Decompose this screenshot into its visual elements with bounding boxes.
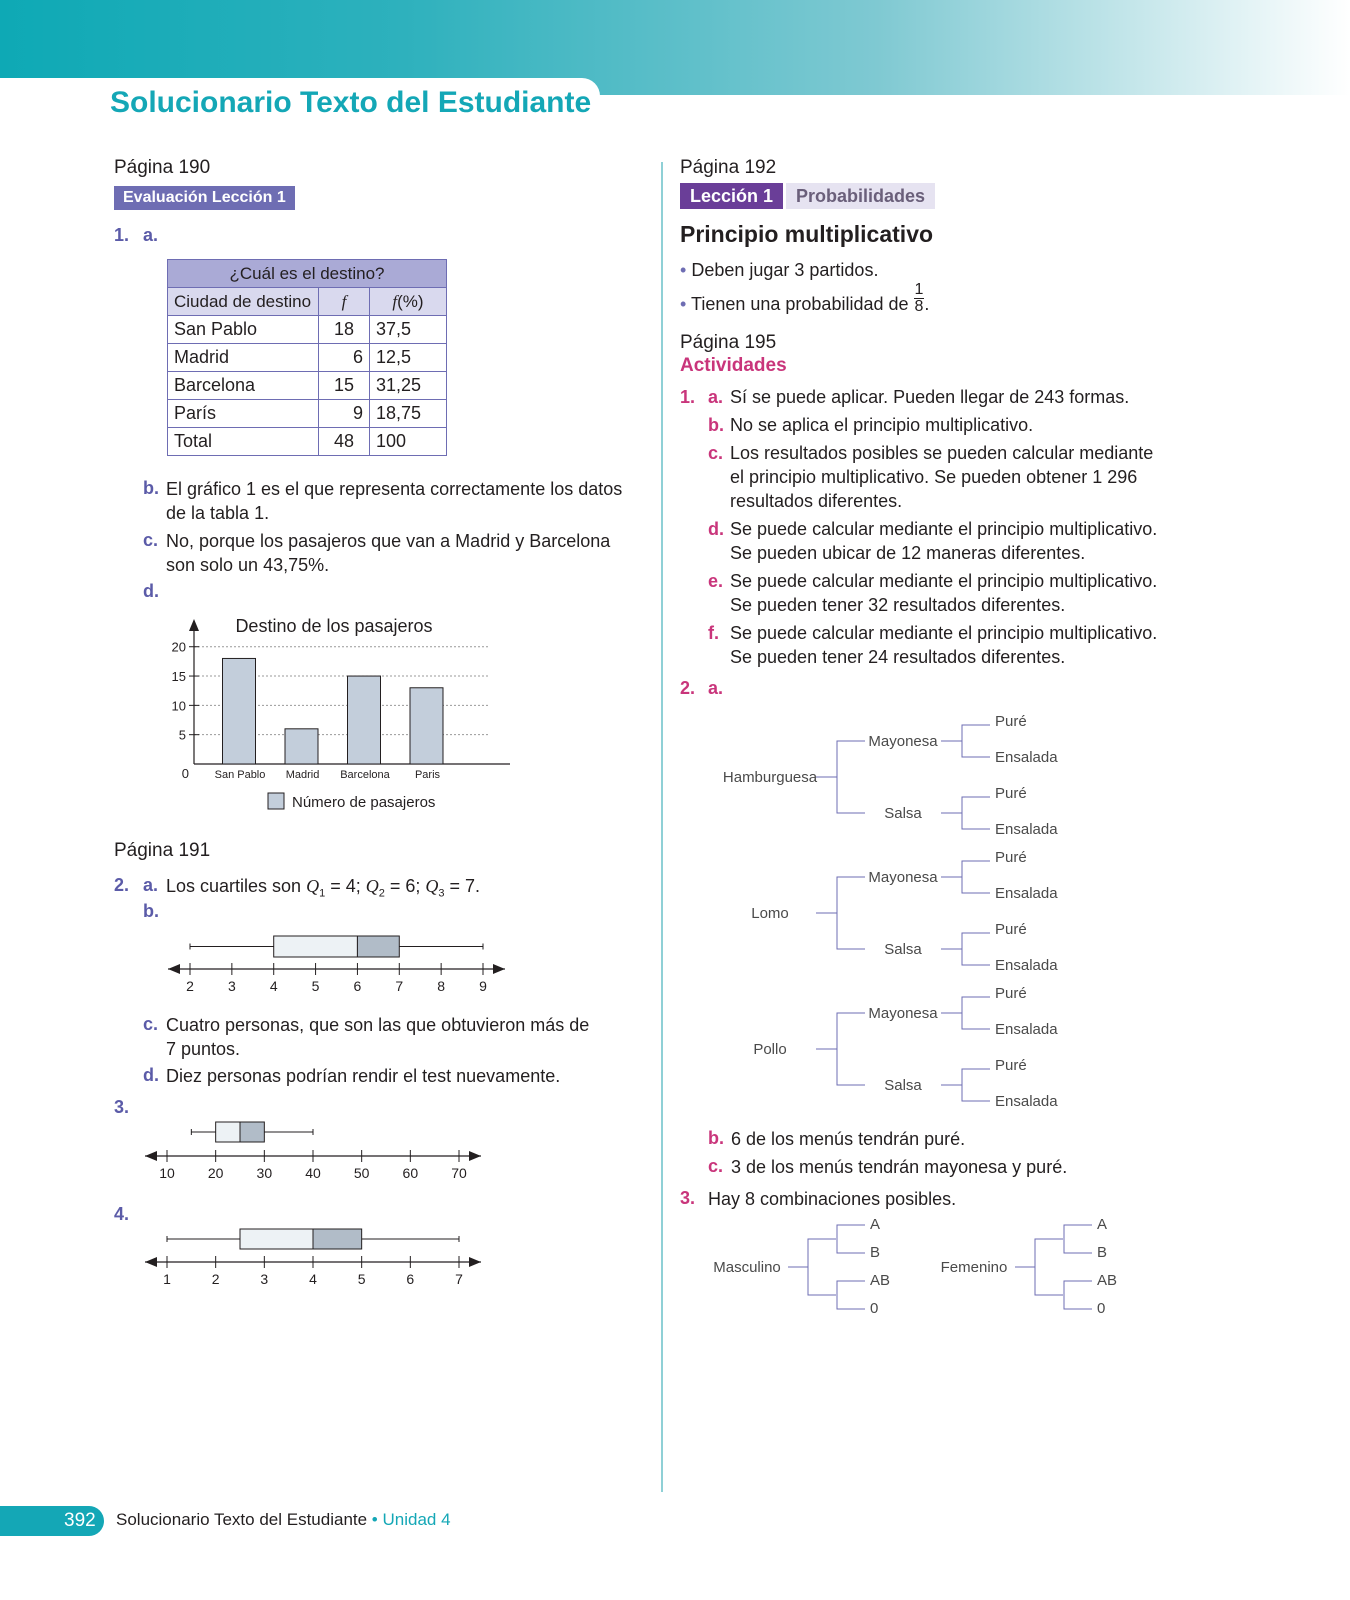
branch bbox=[962, 933, 990, 965]
table-cell: 15 bbox=[319, 372, 370, 400]
tick-label: 4 bbox=[269, 978, 278, 994]
page-195-label: Página 195 bbox=[680, 332, 777, 353]
q2-item-c-text-2: 7 puntos. bbox=[166, 1039, 241, 1059]
tree-mid-label: Mayonesa bbox=[868, 1005, 938, 1022]
page-191-label: Página 191 bbox=[114, 840, 211, 861]
x-tick-label: Barcelona bbox=[340, 769, 390, 781]
blood-type-tree-diagram bbox=[700, 1210, 1160, 1330]
arrow-left bbox=[145, 1151, 157, 1161]
question-1-number: 1. bbox=[114, 225, 130, 245]
branch bbox=[1035, 1239, 1063, 1295]
q2-item-b-label: b. bbox=[143, 901, 159, 921]
table-cell: San Pablo bbox=[168, 316, 319, 344]
tree-leaf-label: Ensalada bbox=[995, 821, 1058, 838]
tree-root-label: Hamburguesa bbox=[722, 769, 818, 786]
footer-page-badge bbox=[0, 1506, 104, 1536]
branch bbox=[962, 1069, 990, 1101]
branch bbox=[837, 741, 865, 813]
table-title: ¿Cuál es el destino? bbox=[168, 260, 447, 288]
q2-item-a-label: a. bbox=[143, 875, 159, 895]
table-cell: 18 bbox=[319, 316, 370, 344]
arrow-right bbox=[469, 1151, 481, 1161]
y-axis-arrow bbox=[189, 619, 199, 631]
answer-line: Se pueden tener 32 resultados diferentes. bbox=[730, 595, 1066, 615]
tick-label: 6 bbox=[353, 978, 362, 994]
r-q2-item-a-label: a. bbox=[708, 678, 724, 698]
tick-label: 60 bbox=[402, 1165, 419, 1181]
r-question-3-number: 3. bbox=[680, 1188, 696, 1208]
answer-item bbox=[708, 441, 1168, 513]
answer-item bbox=[708, 569, 1168, 617]
tree-mid-label: Mayonesa bbox=[868, 733, 938, 750]
x-tick-label: Paris bbox=[414, 769, 441, 781]
answer-line: Los resultados posibles se pueden calcular mediante bbox=[730, 443, 1154, 463]
branch bbox=[837, 1281, 865, 1309]
branch bbox=[837, 1013, 865, 1085]
branch bbox=[962, 725, 990, 757]
y-tick-label: 20 bbox=[171, 639, 186, 655]
table-cell: 31,25 bbox=[370, 372, 447, 400]
q2-item-d-label: d. bbox=[143, 1065, 159, 1085]
answer-item bbox=[708, 413, 1168, 437]
boxplot-q3 bbox=[135, 1115, 505, 1185]
answer-label: b. bbox=[708, 415, 724, 435]
answer-label: f. bbox=[708, 623, 719, 643]
table-cell: Madrid bbox=[168, 344, 319, 372]
box-lower bbox=[274, 936, 358, 957]
r-q2-item-c-label: c. bbox=[708, 1156, 724, 1176]
fraction: $\frac{1}{8}$ bbox=[914, 280, 924, 315]
arrow-right bbox=[493, 964, 505, 974]
page-title: Solucionario Texto del Estudiante bbox=[110, 86, 592, 119]
tree-mid-label: Mayonesa bbox=[868, 869, 938, 886]
tree-leaf-label: Puré bbox=[995, 713, 1027, 730]
tick-label: 3 bbox=[227, 978, 236, 994]
answer-line: Se pueden ubicar de 12 maneras diferentes. bbox=[730, 543, 1086, 563]
table-cell: Barcelona bbox=[168, 372, 319, 400]
bullet-2: • Tienen una probabilidad de $\frac{1}{8}$ . bbox=[680, 280, 930, 315]
answer-line: el principio multiplicativo. Se pueden obtener 1 296 bbox=[730, 467, 1138, 487]
answer-label: a. bbox=[708, 387, 724, 407]
tree-root-label: Masculino bbox=[713, 1259, 781, 1276]
answer-line: Sí se puede aplicar. Pueden llegar de 243 formas. bbox=[730, 387, 1130, 407]
footer-unit: Unidad 4 bbox=[382, 1510, 451, 1529]
table-cell: 18,75 bbox=[370, 400, 447, 428]
tree-leaf-label: Ensalada bbox=[995, 1093, 1058, 1110]
answer-list bbox=[708, 385, 1168, 673]
table-cell: París bbox=[168, 400, 319, 428]
table-row bbox=[168, 372, 447, 400]
answer-line: Se puede calcular mediante el principio multiplicativo. bbox=[730, 623, 1158, 643]
branch bbox=[962, 797, 990, 829]
tree-leaf-label: A bbox=[1097, 1216, 1108, 1233]
r-question-3-text: Hay 8 combinaciones posibles. bbox=[708, 1189, 957, 1209]
branch bbox=[1064, 1281, 1092, 1309]
table-header-city: Ciudad de destino bbox=[168, 288, 319, 316]
bar bbox=[348, 676, 381, 764]
tick-label: 10 bbox=[159, 1165, 175, 1181]
box-upper bbox=[313, 1229, 362, 1249]
answer-line: Se pueden tener 24 resultados diferentes. bbox=[730, 647, 1066, 667]
branch bbox=[837, 877, 865, 949]
branch bbox=[808, 1239, 836, 1295]
tick-label: 4 bbox=[309, 1271, 317, 1287]
boxplot-q2 bbox=[160, 928, 520, 998]
tree-mid-label: Salsa bbox=[884, 805, 922, 822]
tree-leaf-label: 0 bbox=[1097, 1300, 1106, 1317]
tick-label: 2 bbox=[186, 978, 194, 994]
tree-leaf-label: Ensalada bbox=[995, 749, 1058, 766]
page-190-label: Página 190 bbox=[114, 157, 211, 178]
answer-label: c. bbox=[708, 443, 724, 463]
table-cell: 12,5 bbox=[370, 344, 447, 372]
question-2-number: 2. bbox=[114, 875, 130, 895]
tick-label: 8 bbox=[437, 978, 446, 994]
bullet-dot: • bbox=[680, 260, 687, 280]
answer-line: Se puede calcular mediante el principio multiplicativo. bbox=[730, 519, 1158, 539]
lesson-badge bbox=[680, 186, 935, 207]
table-header-f: f bbox=[319, 288, 370, 316]
tick-label: 7 bbox=[395, 978, 404, 994]
answer-item bbox=[708, 517, 1168, 565]
legend-label: Número de pasajeros bbox=[292, 794, 436, 811]
answer-item bbox=[708, 621, 1168, 669]
arrow-left bbox=[145, 1257, 157, 1267]
table-cell: 37,5 bbox=[370, 316, 447, 344]
branch bbox=[962, 997, 990, 1029]
answer-line: No se aplica el principio multiplicativo. bbox=[730, 415, 1034, 435]
chart-title: Destino de los pasajeros bbox=[235, 616, 433, 636]
page-number: 392 bbox=[64, 1510, 96, 1531]
bar bbox=[223, 658, 256, 764]
r-q2-item-c-text: 3 de los menús tendrán mayonesa y puré. bbox=[731, 1157, 1068, 1177]
r-q2-item-b-text: 6 de los menús tendrán puré. bbox=[731, 1129, 966, 1149]
item-c-label: c. bbox=[143, 530, 159, 550]
tick-label: 30 bbox=[256, 1165, 273, 1181]
tree-leaf-label: A bbox=[870, 1216, 881, 1233]
menu-tree-diagram bbox=[700, 700, 1120, 1120]
lesson-number: Lección 1 bbox=[680, 183, 783, 209]
box-lower bbox=[216, 1122, 240, 1142]
tick-label: 70 bbox=[451, 1165, 467, 1181]
tree-leaf-label: B bbox=[870, 1244, 881, 1261]
tree-leaf-label: Puré bbox=[995, 849, 1027, 866]
activities-heading: Actividades bbox=[680, 355, 787, 376]
tick-label: 7 bbox=[455, 1271, 463, 1287]
y-tick-label: 15 bbox=[171, 669, 186, 685]
q2-item-a-text: Los cuartiles son $Q_1 = 4$; $Q_2 = 6$; $Q_3 = 7$. bbox=[166, 876, 481, 900]
x-tick-label: Madrid bbox=[285, 769, 320, 781]
r-question-1-number: 1. bbox=[680, 387, 696, 407]
branch bbox=[1064, 1225, 1092, 1253]
item-d-label: d. bbox=[143, 581, 159, 601]
tree-leaf-label: 0 bbox=[870, 1300, 879, 1317]
answer-label: d. bbox=[708, 519, 724, 539]
tick-label: 20 bbox=[207, 1165, 224, 1181]
distribution-table bbox=[167, 259, 447, 456]
tree-leaf-label: AB bbox=[1097, 1272, 1118, 1289]
arrow-left bbox=[168, 964, 180, 974]
table-cell: 9 bbox=[319, 400, 370, 428]
tree-leaf-label: AB bbox=[870, 1272, 891, 1289]
tick-label: 3 bbox=[260, 1271, 269, 1287]
box-upper bbox=[357, 936, 399, 957]
tick-label: 40 bbox=[305, 1165, 321, 1181]
tree-leaf-label: B bbox=[1097, 1244, 1108, 1261]
table-cell: 48 bbox=[319, 428, 370, 456]
r-q2-item-b-label: b. bbox=[708, 1128, 724, 1148]
tree-leaf-label: Puré bbox=[995, 985, 1027, 1002]
tick-label: 6 bbox=[406, 1271, 415, 1287]
tree-root-label: Femenino bbox=[940, 1259, 1008, 1276]
table-header-fpct: f(%) bbox=[370, 288, 447, 316]
tree-leaf-label: Ensalada bbox=[995, 885, 1058, 902]
table-cell: Total bbox=[168, 428, 319, 456]
y-tick-label: 0 bbox=[181, 766, 189, 781]
tree-leaf-label: Puré bbox=[995, 921, 1027, 938]
x-tick-label: San Pablo bbox=[214, 769, 266, 781]
answer-item bbox=[708, 385, 1168, 409]
question-3-number: 3. bbox=[114, 1097, 130, 1117]
tree-leaf-label: Ensalada bbox=[995, 957, 1058, 974]
tree-leaf-label: Ensalada bbox=[995, 1021, 1058, 1038]
y-tick-label: 10 bbox=[171, 698, 186, 714]
arrow-right bbox=[469, 1257, 481, 1267]
bullet-1: • Deben jugar 3 partidos. bbox=[680, 260, 879, 280]
tick-label: 5 bbox=[357, 1271, 366, 1287]
q2-item-c-label: c. bbox=[143, 1014, 159, 1034]
tick-label: 50 bbox=[353, 1165, 370, 1181]
item-b-label: b. bbox=[143, 478, 159, 498]
footer-text: Solucionario Texto del Estudiante • Unidad 4 bbox=[116, 1510, 451, 1529]
item-b-text-1: El gráfico 1 es el que representa correctamente los datos bbox=[166, 479, 623, 499]
tick-label: 5 bbox=[311, 978, 320, 994]
table-row bbox=[168, 316, 447, 344]
branch bbox=[837, 1225, 865, 1253]
bar-chart bbox=[150, 605, 510, 820]
branch bbox=[962, 861, 990, 893]
box-upper bbox=[240, 1122, 264, 1142]
tick-label: 9 bbox=[479, 978, 487, 994]
tree-mid-label: Salsa bbox=[884, 1077, 922, 1094]
table-row bbox=[168, 344, 447, 372]
bar bbox=[410, 688, 443, 764]
y-tick-label: 5 bbox=[178, 727, 186, 743]
boxplot-q4 bbox=[135, 1222, 505, 1292]
tick-label: 2 bbox=[211, 1271, 220, 1287]
item-c-text-1: No, porque los pasajeros que van a Madrid y Barcelona bbox=[166, 531, 611, 551]
tree-leaf-label: Puré bbox=[995, 785, 1027, 802]
bar bbox=[285, 729, 318, 764]
table-cell: 100 bbox=[370, 428, 447, 456]
q2-item-d-text: Diez personas podrían rendir el test nuevamente. bbox=[166, 1066, 561, 1086]
item-a-label: a. bbox=[143, 225, 159, 245]
tree-leaf-label: Puré bbox=[995, 1057, 1027, 1074]
page-192-label: Página 192 bbox=[680, 157, 777, 178]
answer-line: resultados diferentes. bbox=[730, 491, 903, 511]
answer-label: e. bbox=[708, 571, 724, 591]
tick-label: 1 bbox=[163, 1271, 171, 1287]
r-question-2-number: 2. bbox=[680, 678, 696, 698]
legend-swatch bbox=[268, 793, 284, 809]
box-lower bbox=[240, 1229, 313, 1249]
table-row bbox=[168, 400, 447, 428]
q2-item-c-text-1: Cuatro personas, que son las que obtuvieron más de bbox=[166, 1015, 590, 1035]
question-4-number: 4. bbox=[114, 1204, 130, 1224]
table-row-total bbox=[168, 428, 447, 456]
column-divider bbox=[661, 162, 663, 1492]
answer-line: Se puede calcular mediante el principio multiplicativo. bbox=[730, 571, 1158, 591]
tree-root-label: Lomo bbox=[751, 905, 789, 922]
item-b-text-2: de la tabla 1. bbox=[166, 503, 270, 523]
table-cell: 6 bbox=[319, 344, 370, 372]
item-c-text-2: son solo un 43,75%. bbox=[166, 555, 330, 575]
tree-mid-label: Salsa bbox=[884, 941, 922, 958]
bullet-dot: • bbox=[680, 294, 687, 314]
evaluation-badge: Evaluación Lección 1 bbox=[114, 186, 295, 210]
lesson-topic: Probabilidades bbox=[786, 183, 935, 209]
section-subtitle: Principio multiplicativo bbox=[680, 221, 934, 247]
tree-root-label: Pollo bbox=[753, 1041, 787, 1058]
